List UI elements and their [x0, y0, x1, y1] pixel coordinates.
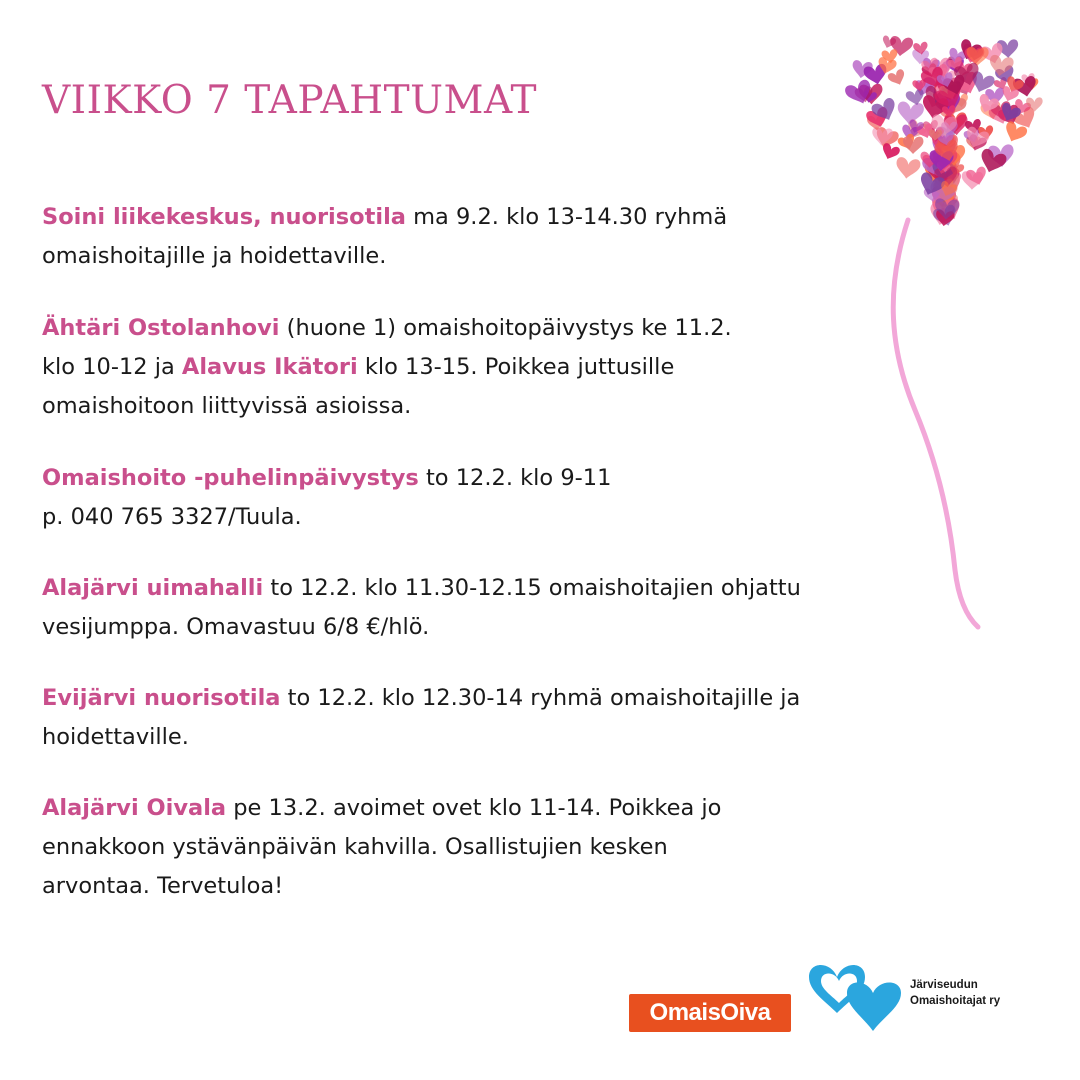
event-details: to 12.2. klo 12.30-14 ryhmä omaishoitajille ja	[280, 685, 801, 711]
event-details: to 12.2. klo 9-11	[418, 465, 612, 491]
jarviseudun-name	[910, 977, 1000, 1009]
event-phone	[42, 459, 611, 537]
event-details: hoidettaville.	[42, 724, 189, 750]
event-uimahalli	[42, 569, 801, 647]
event-place: Alavus Ikätori	[181, 354, 358, 380]
event-evijarvi	[42, 679, 800, 757]
event-ahtari	[42, 309, 732, 426]
logo-line-2: Omaishoitajat ry	[910, 995, 1001, 1007]
event-details: ennakkoon ystävänpäivän kahvilla. Osallistujien kesken	[42, 834, 668, 860]
event-details: to 12.2. klo 11.30-12.15 omaishoitajien ohjattu	[263, 575, 801, 601]
small-heart-icon	[887, 68, 908, 88]
event-place: Soini liikekeskus, nuorisotila	[42, 204, 406, 230]
event-details: omaishoitoon liittyvissä asioissa.	[42, 393, 412, 419]
heart-balloon-icon	[830, 30, 1060, 640]
event-details: (huone 1) omaishoitopäivystys ke 11.2.	[279, 315, 732, 341]
small-heart-icon	[894, 157, 921, 181]
phone-number: p. 040 765 3327/Tuula.	[42, 504, 302, 530]
balloon-stem	[893, 220, 978, 627]
jarviseudun-logo	[805, 955, 1045, 1035]
event-details: ma 9.2. klo 13-14.30 ryhmä	[405, 204, 728, 230]
event-oivala	[42, 789, 721, 906]
event-details: vesijumppa. Omavastuu 6/8 €/hlö.	[42, 614, 430, 640]
blue-hearts-icon	[805, 955, 905, 1035]
event-place: Ähtäri Ostolanhovi	[42, 315, 280, 341]
event-soini	[42, 198, 727, 276]
event-details: pe 13.2. avoimet ovet klo 11-14. Poikkea jo	[226, 795, 722, 821]
event-details: klo 10-12 ja	[42, 354, 182, 380]
event-details: omaishoitajille ja hoidettaville.	[42, 243, 387, 269]
event-place: Omaishoito -puhelinpäivystys	[42, 465, 419, 491]
event-place: Alajärvi Oivala	[42, 795, 227, 821]
event-details: arvontaa. Tervetuloa!	[42, 873, 284, 899]
page-title: VIIKKO 7 TAPAHTUMAT	[42, 78, 538, 123]
logo-line-1: Järviseudun	[910, 979, 978, 991]
event-details: klo 13-15. Poikkea juttusille	[357, 354, 675, 380]
heart-cluster	[844, 35, 1043, 229]
event-place: Alajärvi uimahalli	[42, 575, 264, 601]
event-place: Evijärvi nuorisotila	[42, 685, 281, 711]
omaisoiva-logo: OmaisOiva	[629, 994, 791, 1032]
